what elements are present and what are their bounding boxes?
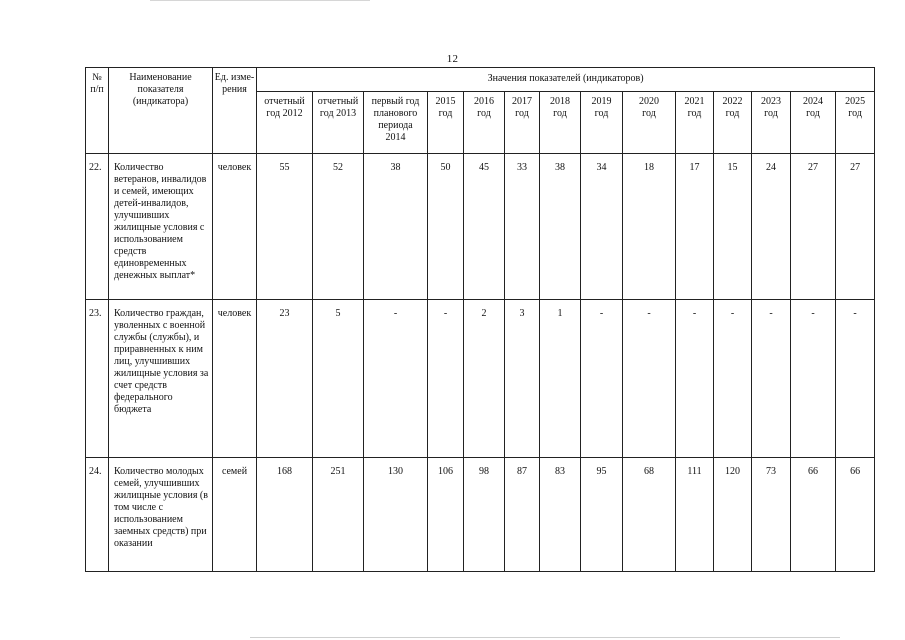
row-indicator-name-text: Количество ветеранов, инвалидов и семей, имеющих детей-инвалидов, улучшивших жилищные условия с использованием средств единовременных денежных выплат* <box>114 162 207 281</box>
header-unit-label: Ед. изме- рения <box>214 72 255 95</box>
header-year-label: 2018 год <box>550 96 570 119</box>
row-value: 55 <box>257 154 313 300</box>
row-indicator-name <box>109 154 213 300</box>
header-year <box>428 92 464 154</box>
header-year <box>623 92 676 154</box>
table-row <box>86 300 875 458</box>
row-value: - <box>623 300 676 458</box>
header-year-label: 2022 год <box>722 96 743 119</box>
row-value: 23 <box>257 300 313 458</box>
header-name <box>109 68 213 154</box>
header-year-label: 2024 год <box>803 96 823 119</box>
row-index: 22. <box>86 154 109 300</box>
row-unit: человек <box>213 300 257 458</box>
header-year-label: 2020 год <box>639 96 659 119</box>
row-unit: семей <box>213 458 257 572</box>
header-index-label: № п/п <box>90 72 104 95</box>
row-value: 66 <box>791 458 836 572</box>
row-value: - <box>364 300 428 458</box>
row-value: 52 <box>313 154 364 300</box>
row-value: - <box>752 300 791 458</box>
header-year-label: 2021 год <box>684 96 705 119</box>
row-value: - <box>428 300 464 458</box>
header-year-label: 2017 год <box>512 96 532 119</box>
header-year <box>364 92 428 154</box>
row-value: 24 <box>752 154 791 300</box>
row-value: 73 <box>752 458 791 572</box>
row-value: 50 <box>428 154 464 300</box>
row-value: 34 <box>581 154 623 300</box>
row-value: 66 <box>836 458 875 572</box>
row-unit: человек <box>213 154 257 300</box>
row-indicator-name <box>109 300 213 458</box>
row-value: 98 <box>464 458 505 572</box>
row-value: 87 <box>505 458 540 572</box>
header-year <box>505 92 540 154</box>
row-value: - <box>791 300 836 458</box>
indicators-table <box>85 67 875 572</box>
header-year-label: 2023 год <box>761 96 781 119</box>
row-value: 2 <box>464 300 505 458</box>
header-name-label: Наименование показателя (индикатора) <box>129 72 192 107</box>
row-indicator-name <box>109 458 213 572</box>
header-unit <box>213 68 257 154</box>
row-value: 33 <box>505 154 540 300</box>
row-value: 95 <box>581 458 623 572</box>
row-value: - <box>581 300 623 458</box>
page-number: 12 <box>446 53 459 65</box>
row-value: 27 <box>836 154 875 300</box>
row-indicator-name-text: Количество молодых семей, улучшивших жилищные условия (в том числе с использованием заемных средств) при оказании <box>114 466 208 549</box>
header-year <box>714 92 752 154</box>
header-year <box>752 92 791 154</box>
row-value: 3 <box>505 300 540 458</box>
header-year-label: отчетный год 2013 <box>317 96 359 119</box>
row-value: 17 <box>676 154 714 300</box>
header-year-label: 2015 год <box>435 96 456 119</box>
header-values-group-label: Значения показателей (индикаторов) <box>487 73 644 84</box>
header-year-label: первый год планового периода 2014 <box>371 96 420 143</box>
scan-edge-line-top <box>150 0 370 1</box>
row-index: 23. <box>86 300 109 458</box>
header-index <box>86 68 109 154</box>
header-row-group <box>86 68 875 92</box>
row-value: 106 <box>428 458 464 572</box>
header-values-group <box>257 68 875 92</box>
table-row <box>86 458 875 572</box>
row-value: 18 <box>623 154 676 300</box>
header-year <box>836 92 875 154</box>
row-value: 83 <box>540 458 581 572</box>
table-row <box>86 154 875 300</box>
scan-edge-line-bottom <box>250 637 840 638</box>
row-index: 24. <box>86 458 109 572</box>
row-value: 5 <box>313 300 364 458</box>
row-value: 251 <box>313 458 364 572</box>
header-year <box>257 92 313 154</box>
row-value: - <box>676 300 714 458</box>
row-value: 130 <box>364 458 428 572</box>
row-value: 68 <box>623 458 676 572</box>
row-indicator-name-text: Количество граждан, уволенных с военной службы (службы), и приравненных к ним лиц, улучшивших жилищные условия за счет средств федерального бюджета <box>114 308 209 415</box>
header-year <box>540 92 581 154</box>
row-value: - <box>836 300 875 458</box>
row-value: 111 <box>676 458 714 572</box>
row-value: 27 <box>791 154 836 300</box>
row-value: 15 <box>714 154 752 300</box>
row-value: 45 <box>464 154 505 300</box>
header-year-label: 2025 год <box>845 96 866 119</box>
row-value: 168 <box>257 458 313 572</box>
row-value: 38 <box>364 154 428 300</box>
header-year-label: 2016 год <box>474 96 494 119</box>
header-year <box>464 92 505 154</box>
header-year <box>676 92 714 154</box>
header-year <box>791 92 836 154</box>
row-value: 38 <box>540 154 581 300</box>
row-value: - <box>714 300 752 458</box>
header-year <box>313 92 364 154</box>
row-value: 1 <box>540 300 581 458</box>
header-year <box>581 92 623 154</box>
header-year-label: отчетный год 2012 <box>264 96 305 119</box>
row-value: 120 <box>714 458 752 572</box>
header-year-label: 2019 год <box>591 96 612 119</box>
